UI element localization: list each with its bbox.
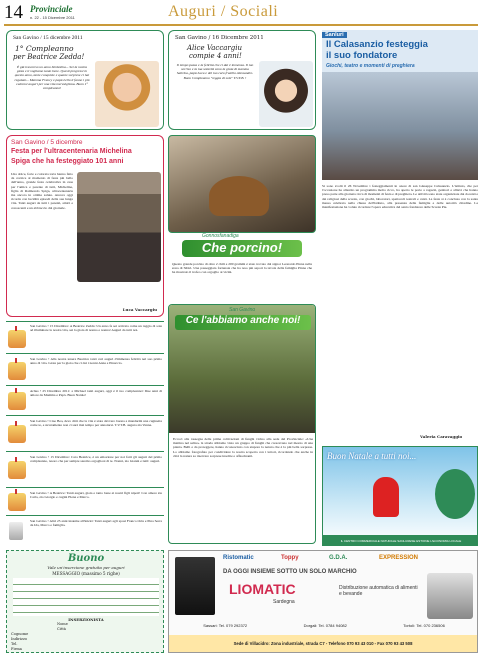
calasanzio-photo xyxy=(322,30,478,180)
coupon-fields xyxy=(11,632,28,652)
list-item xyxy=(6,487,164,515)
article-headline: Il Calasanzio festeggia xyxy=(326,39,428,50)
article-place: Sanluri xyxy=(322,32,347,38)
phone-tortoli: Tortolì: Tel. 070 236506 xyxy=(403,623,445,628)
issue-date: n. 22 - 15 Dicembre 2011 xyxy=(30,15,75,20)
short-ad-text: Arbus • 25 Dicembre 2011: a Michael tanti auguri, oggi è il tuo compleanno! Due anni di amore da Mamma e Papà. Buon Natale! xyxy=(30,389,162,398)
santa-icon xyxy=(373,477,399,517)
ad-place-date: San Gavino / 16 Dicembre 2011 xyxy=(175,35,264,41)
coffee-machine-icon xyxy=(427,573,473,619)
coupon-subtitle: Vale un'inserzione gratuita per auguri xyxy=(47,565,125,570)
section-title: Auguri / Sociali xyxy=(168,3,279,20)
birthday-ad-alice xyxy=(168,30,316,130)
champagne-icon xyxy=(9,522,23,540)
funghi-article xyxy=(168,304,316,544)
feature-ad-michelina xyxy=(6,135,164,317)
short-ad-text: San Gavino • Ciao Bea, devo dirti che la vita è stata davvero buona a mandarmi una cuginetta come te, e sicuramente non ci sarà mai tempo per annoiarsi. T.V.T.B. augura zia Vanna. xyxy=(30,419,162,428)
ad-title-2: per Beatrice Zedda! xyxy=(13,53,85,61)
list-item xyxy=(6,515,164,545)
brand-gda: G.D.A. xyxy=(329,555,348,561)
article-headline-2: il suo fondatore xyxy=(326,50,398,61)
baby-photo xyxy=(95,61,159,127)
brand-expression: EXPRESSION xyxy=(379,555,419,561)
cake-icon xyxy=(8,392,26,410)
city-label: Città xyxy=(57,627,66,631)
list-item xyxy=(6,415,164,451)
article-subhead: Giochi, teatro e momenti di preghiera xyxy=(326,63,415,69)
short-ad-text: San Gavino • A Beatrice: Tanti auguri, gioia e tanto bene ai nostri figli nipoti! Con amore zia Carla, zio Giorgio e cugini Elena e Marco. xyxy=(30,491,162,500)
natale-banner xyxy=(322,446,478,546)
cake-icon xyxy=(8,362,26,380)
ad-body: Il tempo passa e la felicità che ci dai è immensa. Il tuo sorriso e la tua solarità sono la gioia di mamma Sabrina, papà Luca e del tuo caro fratello Alessandro. Buon Compleanno "reggia di sole" T.V.T.B. ! xyxy=(176,63,254,80)
company-description: Distribuzione automatica di alimenti e bevande xyxy=(339,585,418,597)
field-indirizzo[interactable]: Indirizzo xyxy=(11,637,28,641)
ad-title: Alice Vaccargiu xyxy=(187,44,242,52)
brand-toppy: Toppy xyxy=(281,555,299,561)
ad-title-2: compie 4 anni! xyxy=(189,52,242,60)
girl-photo xyxy=(259,61,313,127)
short-ad-text: San Gavino • Altri 25 anni insieme all'inizio! Tanti auguri agli sposi Franco Ortu e Pina Serra da Ida, Marco e famiglia. xyxy=(30,519,162,528)
field-firma[interactable]: Firma xyxy=(11,647,22,651)
short-ad-text: San Gavino • 15 Dicembre: A Beatrice Zedda: Un anno fa sei arrivata come un raggio di sole ad illuminare la nostra vita, sei la gioia di nonno e nonna! Auguri da tutti noi. xyxy=(30,324,162,333)
phone-sassari: Sassari: Tel. 079 292372 xyxy=(203,623,248,628)
buono-coupon xyxy=(6,550,164,653)
message-lines[interactable] xyxy=(13,578,159,616)
ad-title: 1° Compleanno xyxy=(15,44,74,53)
porcino-headline: Che porcino! xyxy=(182,240,302,257)
phone-list xyxy=(175,623,473,628)
list-item xyxy=(6,353,164,385)
coupon-title: Buono xyxy=(67,553,105,564)
ad-place-date: San Gavino / 15 dicembre 2011 xyxy=(13,35,83,41)
company-logo: LIOMATIC xyxy=(229,581,296,597)
group-photo xyxy=(322,72,478,180)
short-ad-text: San Gavino • Alla nostra tenera Beatrice tanti cari auguri d'immensa felicità nel suo primo anno di vita. Gioia per la gioia che ci dai i nonni Anna e Pinuccio. xyxy=(30,357,162,366)
list-item xyxy=(6,321,164,353)
short-ads-list xyxy=(6,321,164,546)
article-signature: Valeria Caravaggio xyxy=(420,434,463,439)
porcino-headline-block xyxy=(168,232,316,258)
field-cognome[interactable]: Cognome xyxy=(11,632,29,636)
inserted-by-label: INSERZIONISTA xyxy=(68,617,104,622)
funghi-headline: Ce l'abbiamo anche noi! xyxy=(175,315,311,330)
vending-machine-icon xyxy=(175,557,215,615)
porcino-photo xyxy=(168,135,316,233)
liomatic-ad xyxy=(168,550,478,653)
company-address: Sede di Villacidro: Zona industriale, strada C7 - Telefono 070 93 43 010 - Fax 070 93 43 508 xyxy=(169,635,477,652)
natale-greeting: Buon Natale a tutti noi... xyxy=(327,451,417,461)
brand-ristomatic: Ristomatic xyxy=(223,555,254,561)
ad-body: È già trascorso un anno bimbolina... Sei la nostra gioia e ti vogliamo tanto bene. Questi progressi in questo anno, tante conquiste e quante sorprese ci hai regalato... Mamma Francy e papà Lello ti fanno i più calorosi auguri per una vita meravigliosa. Buon 1° compleanno! xyxy=(14,65,90,91)
coupon-message-label: MESSAGGIO (massimo 5 righe) xyxy=(52,571,120,576)
newspaper-logo: Provinciale xyxy=(30,4,73,14)
header-rule xyxy=(4,24,478,26)
ad-tagline: DA OGGI INSIEME SOTTO UN SOLO MARCHIO xyxy=(223,569,357,575)
cake-icon xyxy=(8,330,26,348)
porcino-place: Gonnosfanadiga xyxy=(202,233,239,239)
ccn-logo xyxy=(435,469,475,519)
feature-title-2: Spiga che ha festeggiato 101 anni xyxy=(11,158,124,165)
elderly-woman-photo xyxy=(77,172,161,282)
feature-signature: Luca Vaccargiu xyxy=(122,307,157,312)
natale-footer: IL CENTRO COMMERCIALE NATURALE SANLURESE ESTIONE L'ECONOMIA LOCALE xyxy=(323,535,478,546)
feature-body: Una dolce, forte e colorata torta hanno fatto da cornice al momento di festa più bello dell'anno, grande festa celebrativa in casa per l'amica e parente di tutti, Michelina, figlia di Raimondo Spiga, ultracentenaria ma ancora in ottima salute. Ancora oggi ricorda con lucidità episodi della sua lunga vita. Tanti auguri da tutti i parenti, amici e conoscenti e un abbraccio dal giornale. xyxy=(11,172,73,210)
article-body: Si sono svolti il 26 Novembre i festeggiamenti in onore di san Giuseppe Calasanzio. L'istituto, che per l'occasione ha allestito un programma molto ricco, ha aperto le porte a ragazzi, genitori e allievi che hanno preso parte alla giornata ricca di momenti di festa e di preghiera. Le attività sono state organizzate dai docenti e dai religiosi della scuola, con giochi, laboratori, spettacoli teatrali e canti. La festa si è conclusa con la santa messa celebrata nella chiesa dell'istituto, alla presenza delle famiglie e delle autorità cittadine. La manifestazione ha voluto ricordare l'opera educativa del santo fondatore delle Scuole Pie. xyxy=(322,184,479,210)
mushroom-shape xyxy=(209,176,269,216)
cake-icon xyxy=(8,461,26,479)
ad-place-date: San Gavino / 5 dicembre xyxy=(11,139,83,146)
feature-title: Festa per l'ultracentenaria Michelina xyxy=(11,148,132,155)
cake-icon xyxy=(8,493,26,511)
page-number: 14 xyxy=(4,2,23,23)
name-label: Nome xyxy=(57,622,68,626)
field-tel[interactable]: Tel. xyxy=(11,642,18,646)
list-item xyxy=(6,385,164,415)
funghi-body: Eccoci alla rassegna delle prime coltivazioni di funghi vicino alla sede del Provinciale: «Una mattina nel salire» la strada abbiamo visto un gruppo di funghi che crescevano nel mezzo di una pianta. Belli e da proteggere, hanno riconosciuto con stupore la natura che è la più bella sorpresa. Lo abbiamo fotografato per condividere la nostra scoperta con i lettori, ricordando che anche in città la natura sa riservare sorprese insolite e affascinanti. xyxy=(173,437,313,458)
short-ad-text: San Gavino • 15 Dicembre: Cara Beatrice, è un emozione per noi farti gli auguri del primo compleanno, tesoro che per sempre saremo orgogliosi di te. Nonni, zio Gianni e tutti: auguri. xyxy=(30,455,162,464)
funghi-place: San Gavino xyxy=(229,307,256,313)
phone-dorgali: Dorgali: Tel. 0784 94082 xyxy=(303,623,347,628)
list-item xyxy=(6,451,164,487)
cake-icon xyxy=(8,425,26,443)
company-region: Sardegna xyxy=(273,599,295,605)
birthday-ad-beatrice xyxy=(6,30,164,130)
porcino-body: Questo grande porcino di oltre 2 chili e 200 grammi è stato trovato dal signor Leonardo Pinna nella zona di Sibiri. Una passeggiata fortunata che ha reso più sapori la tavola della famiglia Pinna che ha mostrato il trofeo con orgoglio ai vicini. xyxy=(172,262,312,275)
